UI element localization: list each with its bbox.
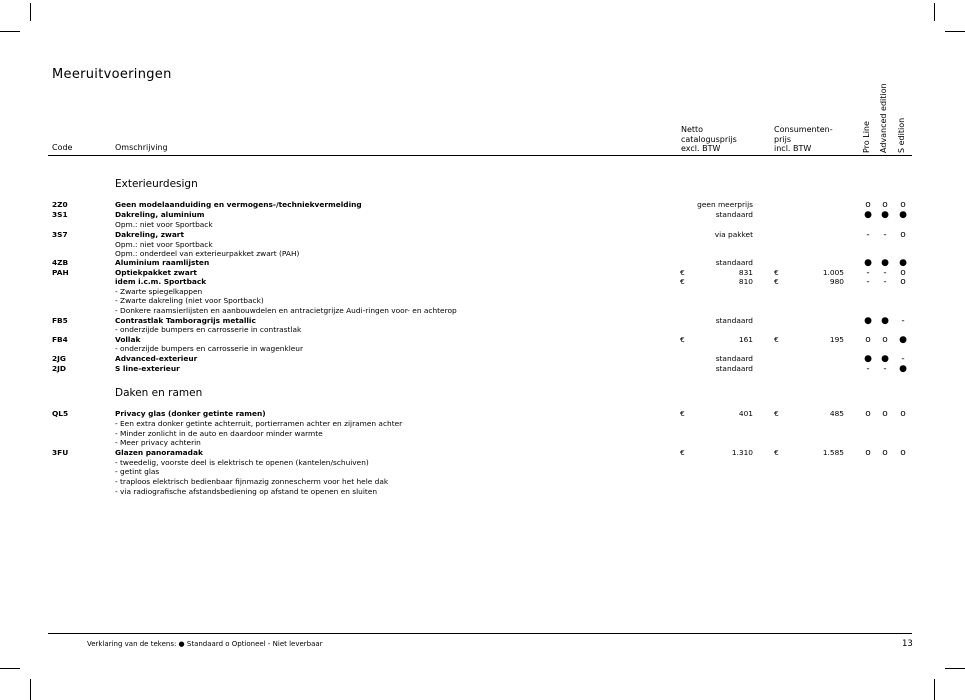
table-row [0,344,965,354]
cell-con: 195 [829,335,844,344]
cell-net: geen meerprijs [697,200,753,209]
crop-mark [30,679,31,700]
cell-s2: o [882,200,888,210]
crop-mark [934,3,935,21]
cell-s3: ● [899,258,907,268]
cell-net: standaard [715,354,753,363]
cell-s1: o [865,409,871,419]
cell-s3: o [900,277,906,287]
cell-s3: o [900,448,906,458]
cell-code: 2Z0 [52,200,68,209]
header-line: catalogusprijs [681,134,737,144]
cell-code: 3FU [52,448,69,457]
cell-s2: ● [881,316,889,326]
cell-s2: o [882,335,888,345]
cell-s3: ● [899,335,907,345]
cell-s3: o [900,200,906,210]
crop-mark [934,679,935,700]
table-row [0,210,965,220]
table-row [0,296,965,306]
cell-desc: - Zwarte dakreling (niet voor Sportback) [115,296,264,305]
cell-s1: o [865,200,871,210]
crop-mark [0,31,20,32]
cell-net: standaard [715,258,753,267]
cell-code: 4ZB [52,258,69,267]
cell-code: 3S7 [52,230,68,239]
legend: Verklaring van de tekens: ● Standaard o Optioneel - Niet leverbaar [87,640,323,648]
cell-desc: idem i.c.m. Sportback [115,277,207,286]
cell-concur: € [774,268,779,277]
cell-desc: Geen modelaanduiding en vermogens-/techniekvermelding [115,200,362,209]
cell-desc: Vollak [115,335,141,344]
table-row [0,364,965,374]
table-row [0,325,965,335]
table-row [0,277,965,287]
table-row [0,306,965,316]
cell-code: PAH [52,268,69,277]
cell-s3: - [901,316,905,326]
cell-desc: - Zwarte spiegelkappen [115,287,203,296]
cell-netcur: € [680,448,685,457]
cell-con: 485 [829,409,844,418]
cell-s1: ● [864,258,872,268]
cell-desc: - Een extra donker getinte achterruit, portierramen achter en zijramen achter [115,419,403,428]
cell-desc: - onderzijde bumpers en carrosserie in contrastlak [115,325,302,334]
cell-s3: o [900,230,906,240]
section-heading-exterior: Exterieurdesign [115,178,198,190]
column-header-pro-line: Pro Line [862,121,871,153]
cell-code: 2JD [52,364,67,373]
cell-s1: ● [864,210,872,220]
table-row [0,448,965,458]
cell-desc: Glazen panoramadak [115,448,203,457]
cell-s2: - [883,230,887,240]
cell-con: 980 [829,277,844,286]
cell-net: 810 [738,277,753,286]
header-line: Consumenten- [774,125,833,134]
cell-s2: - [883,268,887,278]
cell-s1: - [866,268,870,278]
cell-desc: Advanced-exterieur [115,354,198,363]
cell-desc: S line-exterieur [115,364,180,373]
table-row [0,487,965,497]
cell-code: 3S1 [52,210,68,219]
cell-s3: - [901,354,905,364]
cell-concur: € [774,409,779,418]
column-header-description: Omschrijving [115,143,168,152]
cell-net: standaard [715,316,753,325]
table-row [0,354,965,364]
cell-desc: - Donkere raamsierlijsten en aanbouwdelen en antracietgrijze Audi-ringen voor- en achterop [115,306,457,315]
cell-s3: o [900,409,906,419]
cell-desc: Privacy glas (donker getinte ramen) [115,409,266,418]
cell-netcur: € [680,277,685,286]
cell-s1: - [866,230,870,240]
cell-con: 1.585 [822,448,844,457]
section-heading-roof: Daken en ramen [115,387,203,399]
cell-desc: Aluminium raamlijsten [115,258,210,267]
table-row [0,467,965,477]
table-row [0,409,965,419]
cell-desc: Optiekpakket zwart [115,268,197,277]
cell-s2: ● [881,354,889,364]
cell-net: via pakket [714,230,753,239]
cell-s1: - [866,277,870,287]
cell-s1: - [866,364,870,374]
cell-net: 161 [738,335,753,344]
cell-desc: - via radiografische afstandsbediening op afstand te openen en sluiten [115,487,378,496]
cell-s1: o [865,448,871,458]
cell-desc: - tweedelig, voorste deel is elektrisch te openen (kantelen/schuiven) [115,458,369,467]
cell-s3: ● [899,210,907,220]
cell-s3: ● [899,364,907,374]
cell-s2: o [882,409,888,419]
header-line: incl. BTW [774,144,812,153]
cell-desc: - onderzijde bumpers en carrosserie in wagenkleur [115,344,304,353]
cell-desc: Dakreling, zwart [115,230,184,239]
column-header-consumer-price [774,125,833,154]
cell-net: standaard [715,210,753,219]
header-line: prijs [774,134,791,144]
cell-s2: - [883,277,887,287]
cell-s2: ● [881,258,889,268]
cell-concur: € [774,277,779,286]
cell-netcur: € [680,268,685,277]
cell-code: FB4 [52,335,68,344]
column-header-s-edition: S edition [897,117,906,153]
cell-netcur: € [680,409,685,418]
cell-s2: o [882,448,888,458]
cell-desc: - traploos elektrisch bedienbaar fijnmazig zonnescherm voor het hele dak [115,477,389,486]
crop-mark [945,668,965,669]
cell-desc: - Meer privacy achterin [115,438,201,447]
cell-desc: - getint glas [115,467,160,476]
crop-mark [30,3,31,21]
cell-con: 1.005 [822,268,844,277]
cell-s1: o [865,335,871,345]
cell-net: 401 [738,409,753,418]
cell-code: QL5 [52,409,69,418]
cell-net: 1.310 [731,448,753,457]
cell-s2: - [883,364,887,374]
cell-netcur: € [680,335,685,344]
table-row [0,419,965,429]
table-row [0,220,965,230]
table-row [0,258,965,268]
crop-mark [0,668,20,669]
table-row [0,477,965,487]
column-header-advanced-edition: Advanced edition [879,83,888,153]
cell-net: 831 [738,268,753,277]
cell-desc: Dakreling, aluminium [115,210,205,219]
cell-code: 2JG [52,354,66,363]
cell-concur: € [774,448,779,457]
cell-concur: € [774,335,779,344]
cell-code: FB5 [52,316,68,325]
cell-desc: Opm.: niet voor Sportback [115,240,213,249]
table-row [0,438,965,448]
cell-net: standaard [715,364,753,373]
page-number: 13 [902,639,913,649]
cell-s1: ● [864,316,872,326]
header-line: Netto [681,125,704,134]
column-header-net-price [681,125,737,154]
cell-s2: ● [881,210,889,220]
cell-desc: Opm.: niet voor Sportback [115,220,213,229]
cell-s1: ● [864,354,872,364]
table-row [0,200,965,210]
table-row [0,230,965,240]
header-rule [48,155,912,156]
header-line: excl. BTW [681,144,721,153]
page-title: Meeruitvoeringen [52,67,172,82]
cell-desc: - Minder zonlicht in de auto en daardoor minder warmte [115,429,323,438]
footer-rule [48,633,912,634]
cell-desc: Contrastlak Tamboragrijs metallic [115,316,256,325]
cell-desc: Opm.: onderdeel van exterieurpakket zwart (PAH) [115,249,300,258]
column-header-code: Code [52,143,73,152]
cell-s3: o [900,268,906,278]
crop-mark [945,31,965,32]
